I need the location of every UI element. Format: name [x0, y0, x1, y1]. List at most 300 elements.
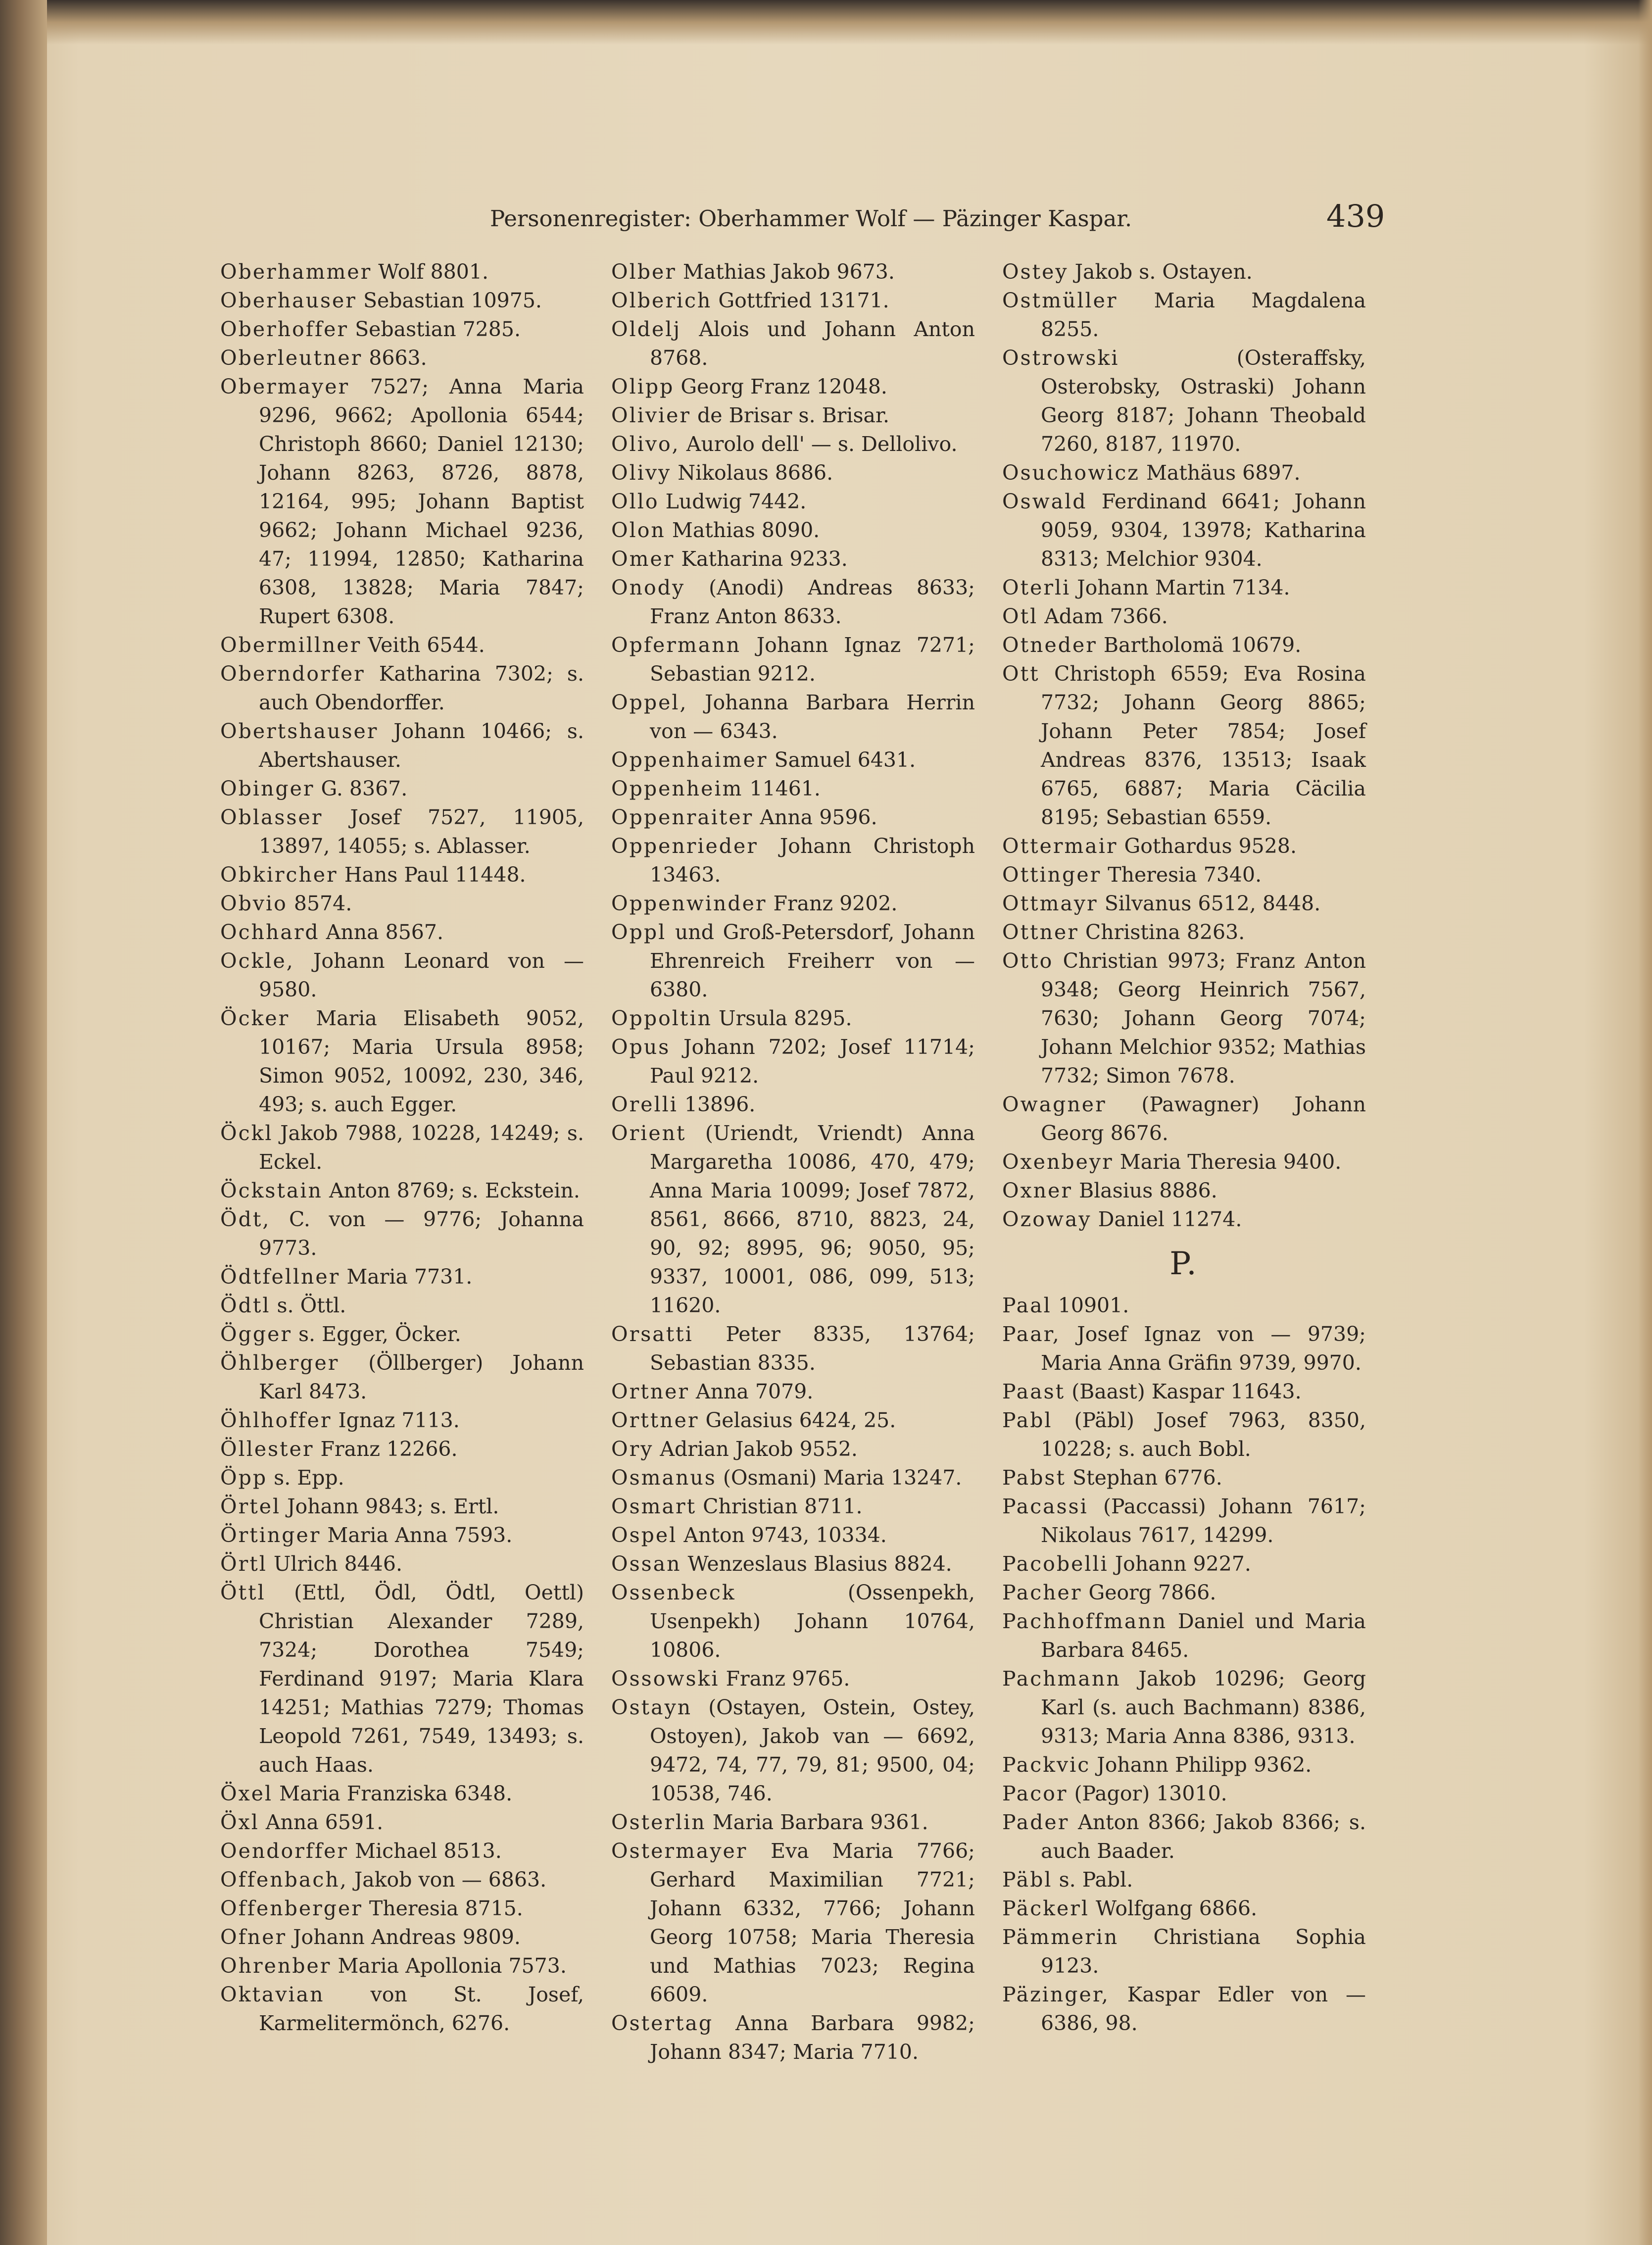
- entry-surname: Ödt,: [220, 1207, 271, 1231]
- entry-references: 10901.: [1058, 1294, 1129, 1317]
- entry-references: Anton 8366; Jakob 8366; s. auch Baader.: [1041, 1810, 1366, 1863]
- entry-surname: Oktavian: [220, 1983, 325, 2006]
- index-entry: [220, 774, 584, 803]
- index-entry: [220, 717, 584, 774]
- entry-references: Anna 9596.: [760, 805, 877, 829]
- index-entry: [220, 659, 584, 717]
- entry-references: Daniel 11274.: [1098, 1207, 1242, 1231]
- entry-references: Theresia 7340.: [1108, 863, 1262, 887]
- entry-surname: Obinger: [220, 777, 315, 800]
- index-entry: [220, 1894, 584, 1923]
- entry-references: Anna 8567.: [326, 920, 444, 944]
- entry-surname: Oxenbeyr: [1002, 1150, 1114, 1174]
- entry-references: (Öllberger) Johann Karl 8473.: [259, 1351, 584, 1403]
- index-entry: [220, 947, 584, 1004]
- entry-references: Adam 7366.: [1044, 604, 1168, 628]
- entry-surname: Oterli: [1002, 576, 1071, 599]
- entry-references: Johann Philipp 9362.: [1097, 1753, 1312, 1777]
- index-entry: [611, 1837, 975, 2009]
- entry-surname: Pachmann: [1002, 1667, 1121, 1691]
- index-entry: [611, 918, 975, 1004]
- entry-surname: Oppenheim: [611, 777, 743, 800]
- entry-surname: Obertshauser: [220, 719, 379, 743]
- entry-references: Maria Magdalena 8255.: [1041, 289, 1366, 341]
- index-entry: [611, 1119, 975, 1320]
- entry-surname: Otto: [1002, 949, 1054, 973]
- entry-references: (Osteraffsky, Osterobsky, Ostraski) Johann Georg 8187; Johann Theobald 7260, 8187, 11970.: [1041, 346, 1366, 456]
- page-number: 439: [1326, 198, 1385, 234]
- index-entry: [1002, 1176, 1366, 1205]
- index-entry: [220, 1578, 584, 1779]
- index-entry: [220, 1779, 584, 1808]
- index-entry: [611, 1377, 975, 1406]
- entry-references: Johann 9843; s. Ertl.: [287, 1495, 499, 1518]
- index-entry: [220, 1435, 584, 1463]
- entry-references: Wolfgang 6866.: [1096, 1896, 1258, 1920]
- entry-references: (Pawagner) Johann Georg 8676.: [1041, 1093, 1366, 1145]
- index-entry: [220, 1004, 584, 1119]
- index-entry: [1002, 1923, 1366, 1980]
- index-entry: [611, 832, 975, 889]
- entry-surname: Ossenbeck: [611, 1581, 736, 1604]
- entry-references: Blasius 8886.: [1079, 1179, 1217, 1202]
- entry-references: (Ossenpekh, Usenpekh) Johann 10764, 10806.: [650, 1581, 975, 1662]
- entry-references: Johann 7202; Josef 11714; Paul 9212.: [650, 1035, 975, 1088]
- entry-surname: Pacassi: [1002, 1495, 1088, 1518]
- index-entry: [220, 257, 584, 286]
- entry-references: Katharina 9233.: [681, 547, 848, 571]
- entry-surname: Ödtfellner: [220, 1265, 340, 1289]
- entry-surname: Paast: [1002, 1380, 1066, 1403]
- index-entry: [1002, 257, 1366, 286]
- entry-surname: Offenberger: [220, 1896, 363, 1920]
- entry-surname: Oendorffer: [220, 1839, 349, 1863]
- entry-surname: Orttner: [611, 1408, 699, 1432]
- entry-surname: Ödtl: [220, 1294, 271, 1317]
- index-entry: [611, 1549, 975, 1578]
- entry-references: 8574.: [293, 892, 352, 915]
- index-entry: [220, 1980, 584, 2038]
- entry-surname: Obermayer: [220, 375, 350, 399]
- entry-surname: Öxl: [220, 1810, 259, 1834]
- entry-surname: Oblasser: [220, 805, 323, 829]
- entry-surname: Paar,: [1002, 1322, 1061, 1346]
- entry-references: (Uriendt, Vriendt) Anna Margaretha 10086, 470, 479; Anna Maria 10099; Josef 7872, 8561, 8666, 8710, 8823, 24, 90, 92; 8995, 96; 9050, 95; 9337, 10001, 086, 099, 513; 11620.: [650, 1121, 975, 1317]
- entry-surname: Ospel: [611, 1523, 678, 1547]
- entry-surname: Ostertag: [611, 2011, 714, 2035]
- entry-surname: Obvio: [220, 892, 288, 915]
- index-entry: [220, 1262, 584, 1291]
- entry-surname: Oberhauser: [220, 289, 357, 312]
- index-entry: [220, 1923, 584, 1951]
- entry-surname: Oppel,: [611, 691, 688, 714]
- entry-references: Michael 8513.: [355, 1839, 502, 1863]
- section-letter-heading: P.: [1169, 1246, 1199, 1282]
- entry-references: (Päbl) Josef 7963, 8350, 10228; s. auch Bobl.: [1041, 1408, 1366, 1461]
- entry-references: Georg 7866.: [1088, 1581, 1216, 1604]
- entry-references: Daniel und Maria Barbara 8465.: [1041, 1609, 1366, 1662]
- index-column-1: [220, 257, 584, 2038]
- entry-references: Hans Paul 11448.: [344, 863, 526, 887]
- entry-references: 7527; Anna Maria 9296, 9662; Apollonia 6544; Christoph 8660; Daniel 12130; Johann 8263, 8726, 8878, 12164, 995; Johann Baptist 9662; Johann Michael 9236, 47; 11994, 12850; Katharina 6308, 13828; Maria 7847; Rupert 6308.: [259, 375, 584, 628]
- entry-references: Mathäus 6897.: [1146, 461, 1301, 485]
- index-entry: [220, 1406, 584, 1435]
- entry-references: Christian 9973; Franz Anton 9348; Georg Heinrich 7567, 7630; Johann Georg 7074; Johann Melchior 9352; Mathias 7732; Simon 7678.: [1041, 949, 1366, 1088]
- entry-references: (Paccassi) Johann 7617; Nikolaus 7617, 14299.: [1041, 1495, 1366, 1547]
- entry-surname: Ottermair: [1002, 834, 1118, 858]
- entry-surname: Pämmerin: [1002, 1925, 1119, 1949]
- entry-references: Anna 6591.: [265, 1810, 384, 1834]
- entry-surname: Öckstain: [220, 1179, 323, 1202]
- entry-surname: Ottmayr: [1002, 892, 1098, 915]
- entry-references: Josef Ignaz von — 9739; Maria Anna Gräfin 9739, 9970.: [1041, 1322, 1366, 1375]
- index-entry: [1002, 1607, 1366, 1664]
- entry-surname: Öcker: [220, 1006, 290, 1030]
- entry-surname: Opus: [611, 1035, 671, 1059]
- entry-surname: Ochhard: [220, 920, 320, 944]
- entry-references: Maria 7731.: [346, 1265, 473, 1289]
- entry-surname: Oberleutner: [220, 346, 363, 370]
- index-entry: [1002, 631, 1366, 659]
- entry-references: Ulrich 8446.: [273, 1552, 403, 1576]
- index-entry: [1002, 1808, 1366, 1865]
- entry-surname: Ostey: [1002, 260, 1069, 284]
- entry-references: Gothardus 9528.: [1124, 834, 1297, 858]
- entry-references: Jakob von — 6863.: [354, 1868, 547, 1892]
- index-entry: [1002, 286, 1366, 344]
- entry-surname: Oppenrieder: [611, 834, 758, 858]
- entry-surname: Öckl: [220, 1121, 273, 1145]
- entry-references: s. Öttl.: [277, 1294, 346, 1317]
- entry-surname: Obkircher: [220, 863, 338, 887]
- entry-references: Samuel 6431.: [774, 748, 916, 772]
- index-entry: [1002, 344, 1366, 458]
- index-entry: [1002, 659, 1366, 832]
- index-entry: [611, 1808, 975, 1837]
- index-entry: [220, 1808, 584, 1837]
- index-entry: [1002, 1291, 1366, 1320]
- entry-surname: Oldelj: [611, 317, 681, 341]
- entry-references: Kaspar Edler von — 6386, 98.: [1041, 1983, 1366, 2035]
- entry-surname: Offenbach,: [220, 1868, 348, 1892]
- entry-references: Johann Leonard von — 9580.: [259, 949, 584, 1001]
- entry-surname: Öttl: [220, 1581, 266, 1604]
- entry-references: s. Egger, Öcker.: [298, 1322, 461, 1346]
- entry-references: Jakob 7988, 10228, 14249; s. Eckel.: [259, 1121, 584, 1174]
- index-entry: [611, 688, 975, 746]
- entry-references: Johann Ignaz 7271; Sebastian 9212.: [650, 633, 975, 686]
- index-entry: [611, 257, 975, 286]
- entry-surname: Pacobelli: [1002, 1552, 1109, 1576]
- entry-references: Jakob 10296; Georg Karl (s. auch Bachmann) 8386, 9313; Maria Anna 8386, 9313.: [1041, 1667, 1366, 1748]
- entry-surname: Pabst: [1002, 1466, 1066, 1490]
- index-entry: [1002, 573, 1366, 602]
- index-entry: [1002, 1205, 1366, 1234]
- index-entry: [611, 2009, 975, 2066]
- entry-surname: Oppenwinder: [611, 892, 767, 915]
- entry-references: s. Pabl.: [1059, 1868, 1133, 1892]
- entry-surname: Olivier: [611, 403, 691, 427]
- book-spine: [0, 0, 47, 2245]
- entry-references: Silvanus 6512, 8448.: [1104, 892, 1321, 915]
- index-column-2: [611, 257, 975, 2066]
- entry-surname: Ottner: [1002, 920, 1079, 944]
- index-entry: [611, 430, 975, 458]
- entry-surname: Ott: [1002, 662, 1040, 686]
- entry-surname: Pader: [1002, 1810, 1069, 1834]
- index-entry: [611, 803, 975, 832]
- entry-references: Mathias 8090.: [672, 518, 820, 542]
- index-entry: [611, 1090, 975, 1119]
- entry-surname: Ollo: [611, 490, 659, 513]
- entry-references: Katharina 7302; s. auch Obendorffer.: [259, 662, 584, 714]
- index-entry: [611, 516, 975, 545]
- index-entry: [1002, 1492, 1366, 1549]
- entry-references: Anton 8769; s. Eckstein.: [329, 1179, 580, 1202]
- entry-references: Johanna Barbara Herrin von — 6343.: [650, 691, 975, 743]
- entry-surname: Ostermayer: [611, 1839, 748, 1863]
- entry-surname: Olon: [611, 518, 666, 542]
- index-entry: [611, 286, 975, 315]
- entry-references: Gelasius 6424, 25.: [705, 1408, 896, 1432]
- entry-references: Anna Barbara 9982; Johann 8347; Maria 7710.: [650, 2011, 975, 2064]
- entry-surname: Otl: [1002, 604, 1038, 628]
- page-right-edge: [1638, 0, 1652, 2245]
- entry-surname: Opfermann: [611, 633, 741, 657]
- index-entry: [1002, 860, 1366, 889]
- entry-surname: Ossowski: [611, 1667, 720, 1691]
- entry-surname: Onody: [611, 576, 685, 599]
- entry-references: (Pagor) 13010.: [1074, 1782, 1227, 1805]
- index-entry: [1002, 889, 1366, 918]
- entry-surname: Oppoltin: [611, 1006, 712, 1030]
- entry-surname: Öpp: [220, 1466, 268, 1490]
- entry-surname: Öxel: [220, 1782, 273, 1805]
- index-entry: [1002, 1377, 1366, 1406]
- index-column-3: [1002, 257, 1366, 2038]
- index-entry: [1002, 1779, 1366, 1808]
- entry-surname: Otneder: [1002, 633, 1097, 657]
- entry-surname: Päckerl: [1002, 1896, 1089, 1920]
- entry-surname: Öhlberger: [220, 1351, 340, 1375]
- index-entry: [220, 803, 584, 860]
- index-entry: [611, 1406, 975, 1435]
- index-entry: [611, 545, 975, 573]
- entry-references: Johann Christoph 13463.: [650, 834, 975, 887]
- index-entry: [1002, 1750, 1366, 1779]
- entry-surname: Osmanus: [611, 1466, 717, 1490]
- entry-surname: Packvic: [1002, 1753, 1091, 1777]
- entry-surname: Ottinger: [1002, 863, 1102, 887]
- index-entry: [1002, 1147, 1366, 1176]
- index-entry: [220, 1951, 584, 1980]
- entry-references: Veith 6544.: [368, 633, 485, 657]
- entry-surname: Ortner: [611, 1380, 689, 1403]
- entry-references: Christian 8711.: [703, 1495, 863, 1518]
- running-header: Personenregister: Oberhammer Wolf — Päzinger Kaspar.: [490, 205, 1132, 232]
- entry-references: von St. Josef, Karmelitermönch, 6276.: [259, 1983, 584, 2035]
- entry-references: Anna 7079.: [696, 1380, 814, 1403]
- entry-references: (Osmani) Maria 13247.: [723, 1466, 962, 1490]
- index-entry: [220, 860, 584, 889]
- index-entry: [611, 631, 975, 688]
- entry-surname: Öhlhoffer: [220, 1408, 332, 1432]
- entry-surname: Oswald: [1002, 490, 1087, 513]
- index-entry: [220, 1549, 584, 1578]
- index-entry: [1002, 602, 1366, 631]
- entry-references: s. Epp.: [274, 1466, 344, 1490]
- entry-references: Jakob s. Ostayen.: [1074, 260, 1253, 284]
- entry-surname: Ostmüller: [1002, 289, 1118, 312]
- entry-references: G. 8367.: [321, 777, 408, 800]
- entry-surname: Ostayn: [611, 1696, 692, 1719]
- index-entry: [220, 1492, 584, 1521]
- entry-surname: Pacor: [1002, 1782, 1068, 1805]
- entry-surname: Olipp: [611, 375, 675, 399]
- index-entry: [220, 1119, 584, 1176]
- entry-surname: Oppenraiter: [611, 805, 754, 829]
- entry-surname: Osmart: [611, 1495, 697, 1518]
- entry-surname: Pachhoffmann: [1002, 1609, 1167, 1633]
- entry-surname: Olivy: [611, 461, 672, 485]
- entry-surname: Olber: [611, 260, 677, 284]
- index-entry: [1002, 1320, 1366, 1377]
- index-entry: [611, 1521, 975, 1549]
- index-entry: [220, 631, 584, 659]
- entry-surname: Ögger: [220, 1322, 292, 1346]
- index-entry: [611, 746, 975, 774]
- entry-references: 11461.: [749, 777, 821, 800]
- index-entry: [220, 889, 584, 918]
- index-entry: [611, 774, 975, 803]
- entry-references: Christina 8263.: [1085, 920, 1245, 944]
- entry-references: Ferdinand 6641; Johann 9059, 9304, 13978; Katharina 8313; Melchior 9304.: [1041, 490, 1366, 571]
- index-entry: [611, 573, 975, 631]
- index-entry: [611, 315, 975, 372]
- index-entry: [1002, 1090, 1366, 1147]
- entry-surname: Örtl: [220, 1552, 267, 1576]
- index-entry: [1002, 487, 1366, 573]
- entry-surname: Ofner: [220, 1925, 287, 1949]
- index-entry: [1002, 1865, 1366, 1894]
- entry-surname: Pacher: [1002, 1581, 1082, 1604]
- index-entry: [611, 1320, 975, 1377]
- entry-surname: Osterlin: [611, 1810, 706, 1834]
- entry-references: Peter 8335, 13764; Sebastian 8335.: [650, 1322, 975, 1375]
- entry-surname: Owagner: [1002, 1093, 1107, 1116]
- entry-references: Wolf 8801.: [378, 260, 488, 284]
- entry-references: Maria Elisabeth 9052, 10167; Maria Ursula 8958; Simon 9052, 10092, 230, 346, 493; s. auch Egger.: [259, 1006, 584, 1116]
- entry-surname: Oppl: [611, 920, 667, 944]
- index-entry: [220, 344, 584, 372]
- entry-surname: Örtinger: [220, 1523, 321, 1547]
- entry-references: Maria Barbara 9361.: [712, 1810, 928, 1834]
- entry-references: Johann 9227.: [1115, 1552, 1251, 1576]
- entry-references: Sebastian 7285.: [355, 317, 521, 341]
- entry-references: Maria Theresia 9400.: [1119, 1150, 1342, 1174]
- index-entry: [611, 401, 975, 430]
- entry-surname: Orsatti: [611, 1322, 693, 1346]
- entry-references: Maria Franziska 6348.: [279, 1782, 513, 1805]
- entry-surname: Orient: [611, 1121, 686, 1145]
- entry-references: und Groß-Petersdorf, Johann Ehrenreich Freiherr von — 6380.: [650, 920, 975, 1001]
- entry-references: Johann Andreas 9809.: [293, 1925, 521, 1949]
- entry-references: (Ostayen, Ostein, Ostey, Ostoyen), Jakob van — 6692, 9472, 74, 77, 79, 81; 9500, 04; 10538, 746.: [650, 1696, 975, 1805]
- index-entry: [1002, 947, 1366, 1090]
- entry-references: Gottfried 13171.: [718, 289, 889, 312]
- index-entry: [220, 315, 584, 344]
- entry-surname: Öllester: [220, 1437, 314, 1461]
- index-entry: [1002, 1578, 1366, 1607]
- index-entry: [220, 1521, 584, 1549]
- entry-surname: Oberndorfer: [220, 662, 365, 686]
- index-entry: [1002, 1406, 1366, 1463]
- index-entry: [220, 1348, 584, 1406]
- index-entry: [220, 286, 584, 315]
- entry-references: Mathias Jakob 9673.: [682, 260, 895, 284]
- entry-references: (Baast) Kaspar 11643.: [1071, 1380, 1302, 1403]
- entry-references: Aurolo dell' — s. Dellolivo.: [686, 432, 958, 456]
- entry-references: Bartholomä 10679.: [1103, 633, 1302, 657]
- entry-surname: Oberhoffer: [220, 317, 349, 341]
- index-entry: [1002, 458, 1366, 487]
- entry-references: 13896.: [684, 1093, 756, 1116]
- entry-references: Ursula 8295.: [718, 1006, 852, 1030]
- entry-references: Franz 12266.: [320, 1437, 458, 1461]
- entry-references: Maria Anna 7593.: [327, 1523, 513, 1547]
- entry-references: Stephan 6776.: [1072, 1466, 1222, 1490]
- entry-surname: Obermillner: [220, 633, 362, 657]
- index-entry: [220, 372, 584, 631]
- entry-references: Georg Franz 12048.: [680, 375, 887, 399]
- index-entry: [220, 1320, 584, 1348]
- index-entry: [611, 1693, 975, 1808]
- index-entry: [220, 1176, 584, 1205]
- index-entry: [611, 1578, 975, 1664]
- index-entry: [220, 1865, 584, 1894]
- entry-references: Wenzeslaus Blasius 8824.: [687, 1552, 952, 1576]
- index-entry: [611, 372, 975, 401]
- entry-surname: Olivo,: [611, 432, 680, 456]
- entry-surname: Pabl: [1002, 1408, 1053, 1432]
- index-entry: [1002, 1549, 1366, 1578]
- entry-references: 8663.: [369, 346, 427, 370]
- entry-references: Franz 9765.: [726, 1667, 850, 1691]
- entry-surname: Oppenhaimer: [611, 748, 768, 772]
- index-entry: [611, 1435, 975, 1463]
- entry-surname: Ockle,: [220, 949, 294, 973]
- page-top-shadow: [47, 0, 1652, 45]
- index-entry: [1002, 1980, 1366, 2038]
- index-entry: [611, 1033, 975, 1090]
- entry-references: Adrian Jakob 9552.: [660, 1437, 858, 1461]
- entry-references: Alois und Johann Anton 8768.: [650, 317, 975, 370]
- entry-references: Christiana Sophia 9123.: [1041, 1925, 1366, 1978]
- index-entry: [611, 487, 975, 516]
- entry-references: (Ettl, Ödl, Ödtl, Oettl) Christian Alexander 7289, 7324; Dorothea 7549; Ferdinand 9197; Maria Klara 14251; Mathias 7279; Thomas Leopold 7261, 7549, 13493; s. auch Haas.: [259, 1581, 584, 1777]
- entry-surname: Paal: [1002, 1294, 1052, 1317]
- entry-references: Ludwig 7442.: [665, 490, 807, 513]
- entry-references: de Brisar s. Brisar.: [697, 403, 890, 427]
- index-entry: [1002, 1664, 1366, 1750]
- entry-surname: Ozoway: [1002, 1207, 1092, 1231]
- index-entry: [611, 1004, 975, 1033]
- index-entry: [220, 1463, 584, 1492]
- entry-references: Maria Apollonia 7573.: [338, 1954, 567, 1978]
- entry-references: Nikolaus 8686.: [678, 461, 833, 485]
- index-entry: [611, 458, 975, 487]
- entry-surname: Ohrenber: [220, 1954, 332, 1978]
